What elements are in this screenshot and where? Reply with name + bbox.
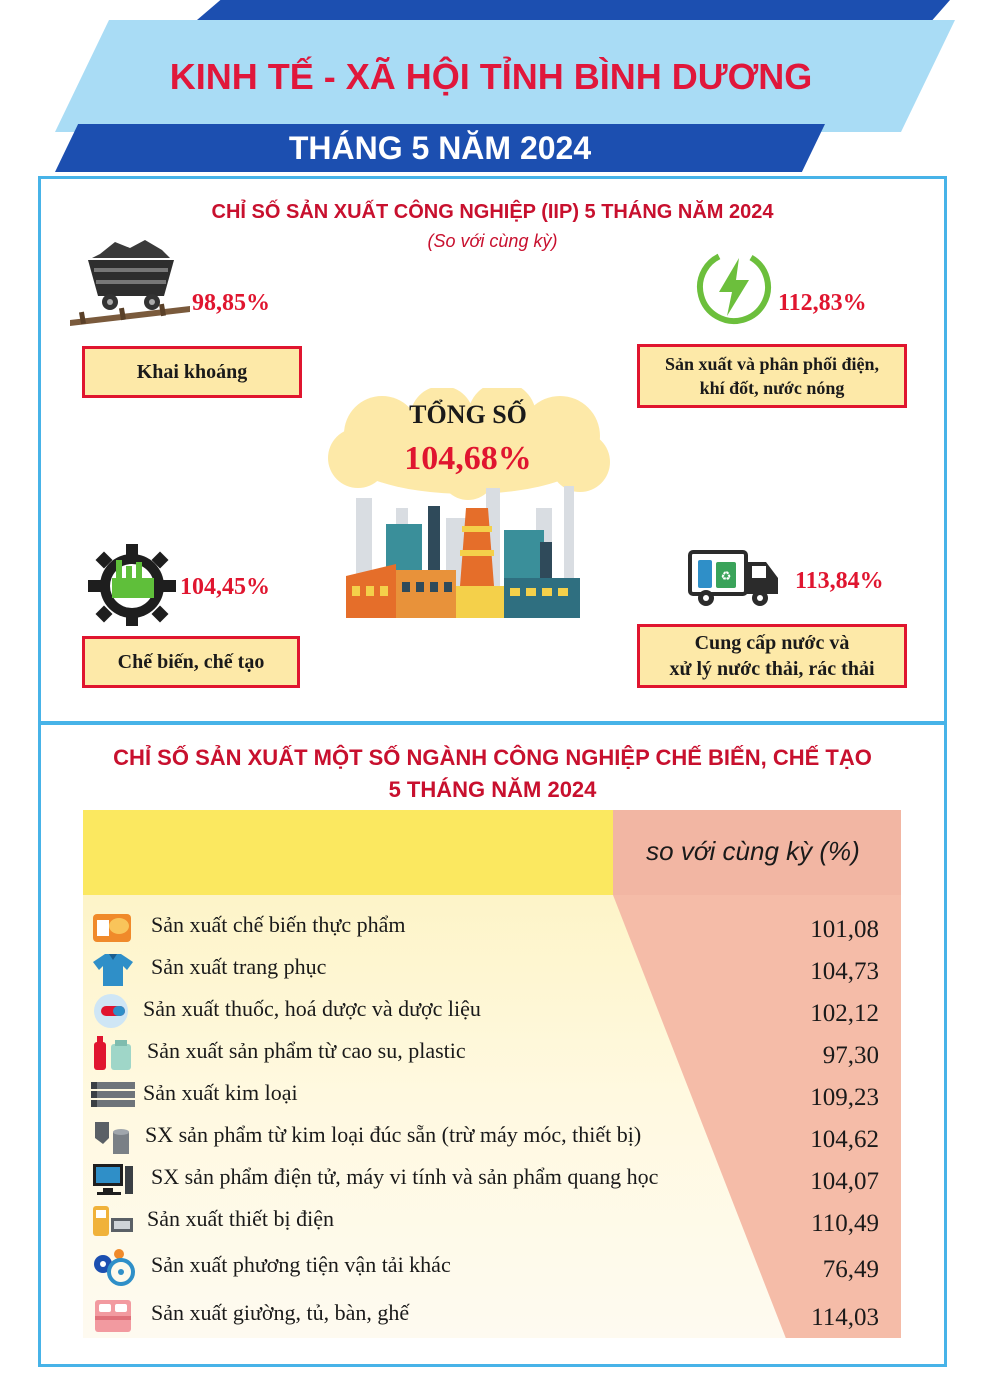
industries-heading-line2: 5 THÁNG NĂM 2024 (388, 777, 597, 802)
table-row (83, 1074, 901, 1116)
row-value: 101,08 (810, 916, 879, 943)
table-row (83, 1158, 901, 1200)
mining-label-box (82, 346, 302, 398)
page-subtitle: THÁNG 5 NĂM 2024 (288, 130, 592, 166)
food-icon (91, 908, 135, 946)
table-header-left (83, 810, 613, 895)
page-title: KINH TẾ - XÃ HỘI TỈNH BÌNH DƯƠNG (169, 56, 813, 97)
row-label: Sản xuất phương tiện vận tải khác (151, 1252, 451, 1277)
table-row (83, 1294, 901, 1336)
total-label: TỔNG SỐ (409, 400, 527, 429)
row-value: 114,03 (811, 1304, 879, 1331)
table-row (83, 1200, 901, 1242)
row-label: Sản xuất thiết bị điện (147, 1206, 334, 1231)
steering-gears-icon (91, 1248, 135, 1286)
lightning-icon (695, 248, 773, 326)
manufacturing-label-box (82, 636, 300, 688)
mining-value: 98,85% (192, 290, 270, 316)
row-label: SX sản phẩm điện tử, máy vi tính và sản phẩm quang học (151, 1164, 659, 1189)
industries-table (83, 810, 901, 1338)
row-label: Sản xuất thuốc, hoá dược và dược liệu (143, 996, 481, 1021)
row-value: 104,62 (810, 1126, 879, 1153)
manufacturing-value: 104,45% (180, 574, 270, 600)
row-label: Sản xuất kim loại (143, 1080, 298, 1105)
row-label: Sản xuất chế biến thực phẩm (151, 912, 406, 937)
water-label-line2: xử lý nước thải, rác thải (669, 658, 875, 680)
row-value: 104,73 (810, 958, 879, 985)
gear-factory-icon (88, 538, 176, 626)
row-label: Sản xuất trang phục (151, 954, 327, 979)
medicine-icon (91, 992, 135, 1030)
row-value: 110,49 (811, 1210, 879, 1237)
electrical-device-icon (91, 1202, 135, 1240)
total-value: 104,68% (404, 440, 532, 477)
water-label-line1: Cung cấp nước và (694, 632, 850, 654)
table-column-header: so với cùng kỳ (%) (646, 836, 860, 866)
iip-note: (So với cùng kỳ) (427, 231, 558, 251)
row-value: 102,12 (810, 1000, 879, 1027)
garbage-truck-icon (688, 544, 780, 608)
row-value: 104,07 (810, 1168, 879, 1195)
electricity-label-line1: Sản xuất và phân phối điện, (664, 354, 880, 374)
iip-heading: CHỈ SỐ SẢN XUẤT CÔNG NGHIỆP (IIP) 5 THÁNG NĂM 2024 (211, 201, 774, 223)
row-value: 97,30 (822, 1042, 879, 1069)
industries-heading-line1: CHỈ SỐ SẢN XUẤT MỘT SỐ NGÀNH CÔNG NGHIỆP CHẾ BIẾN, CHẾ TẠO (113, 745, 872, 770)
table-row (83, 1116, 901, 1158)
plastic-bottle-icon (91, 1034, 135, 1072)
row-label: Sản xuất sản phẩm từ cao su, plastic (147, 1038, 466, 1063)
manufacturing-label: Chế biến, chế tạo (117, 651, 265, 673)
metal-cast-icon (91, 1118, 135, 1156)
row-value: 76,49 (822, 1256, 879, 1283)
table-row (83, 1246, 901, 1288)
electricity-value: 112,83% (778, 290, 867, 316)
water-label-box (637, 624, 907, 688)
table-row (83, 1032, 901, 1074)
table-row (83, 990, 901, 1032)
factory-illustration (336, 478, 588, 620)
electricity-label-line2: khí đốt, nước nóng (699, 378, 845, 398)
svg-text:♻: ♻ (720, 569, 732, 583)
row-value: 109,23 (810, 1084, 879, 1111)
computer-icon (91, 1160, 135, 1198)
mining-label: Khai khoáng (136, 361, 248, 383)
mine-cart-icon (70, 234, 190, 326)
table-row (83, 948, 901, 990)
electricity-label-box (637, 344, 907, 408)
metal-bars-icon (91, 1076, 135, 1114)
water-value: 113,84% (795, 568, 884, 594)
row-label: Sản xuất giường, tủ, bàn, ghế (151, 1300, 410, 1325)
shirt-icon (91, 950, 135, 988)
table-row (83, 906, 901, 948)
row-label: SX sản phẩm từ kim loại đúc sẵn (trừ máy móc, thiết bị) (145, 1122, 642, 1147)
bed-icon (91, 1296, 135, 1334)
